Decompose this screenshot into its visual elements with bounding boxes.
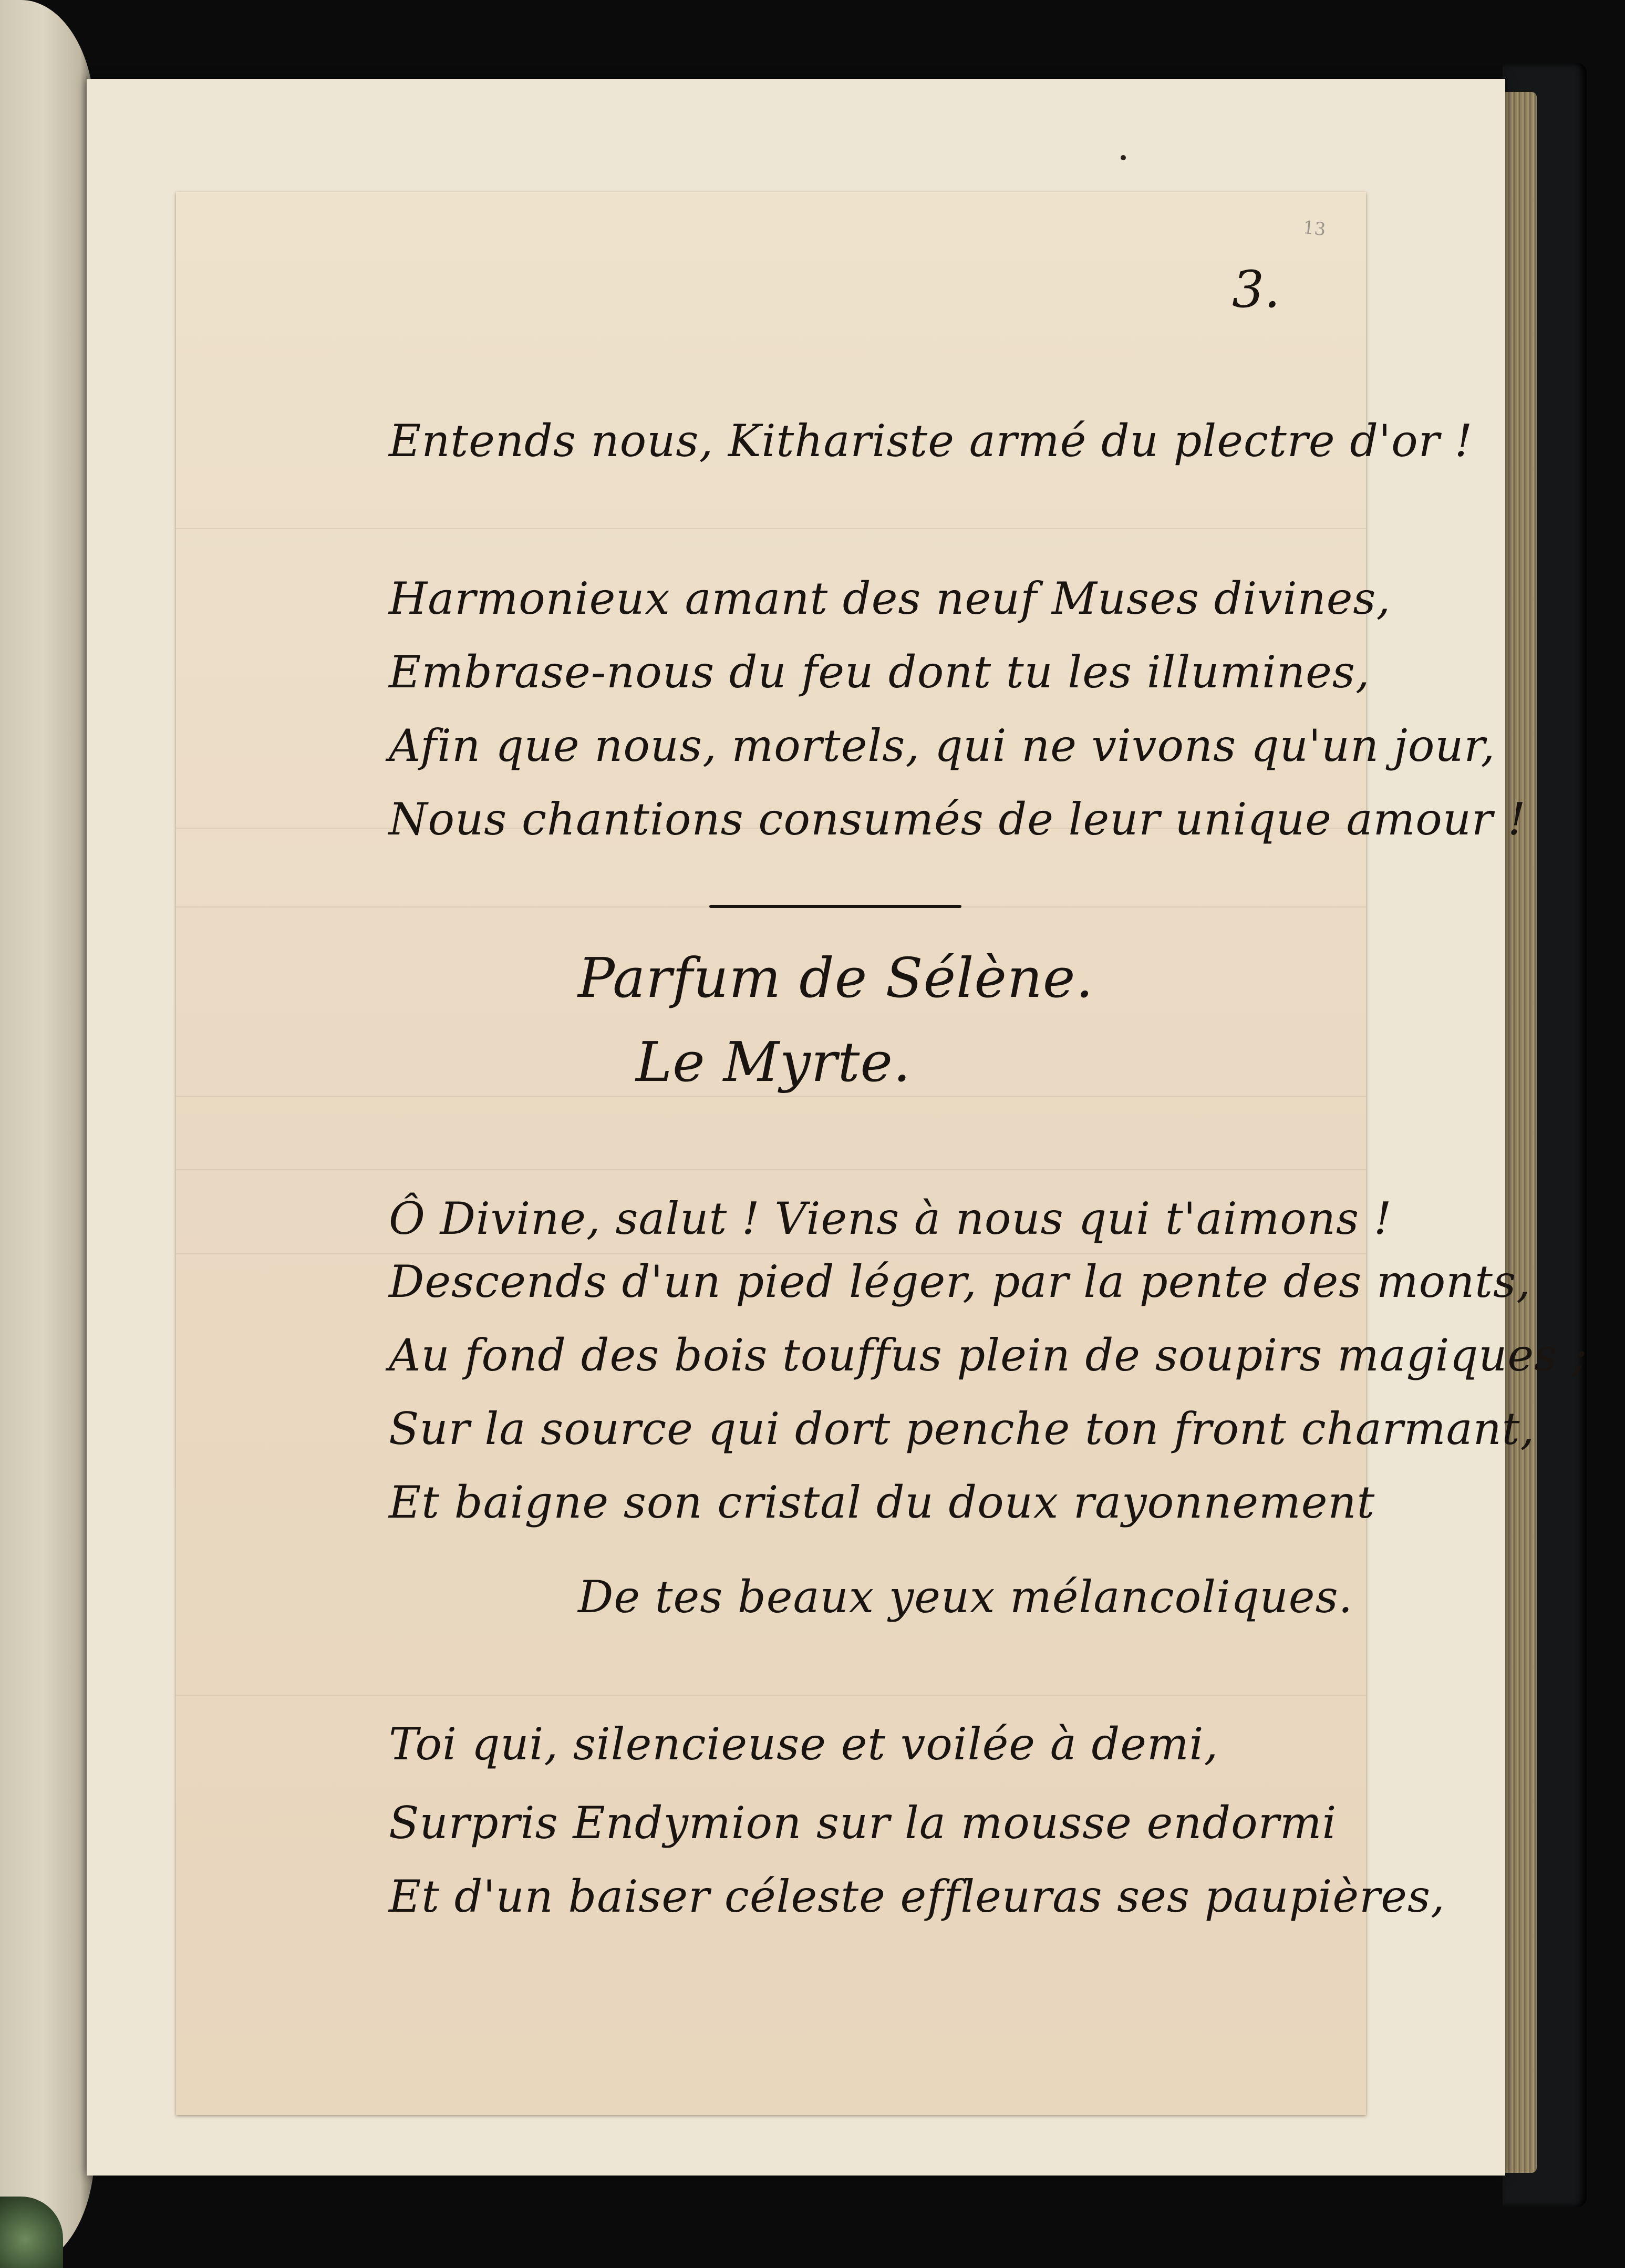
faint-ruling: [176, 1695, 1366, 1696]
verse-line: Descends d'un pied léger, par la pente des monts,: [389, 1256, 1531, 1307]
ink-speck: [1121, 155, 1126, 160]
verse-line: Nous chantions consumés de leur unique amour !: [389, 793, 1526, 845]
pencil-folio-number: 13: [1302, 217, 1327, 241]
verse-line: Harmonieux amant des neuf Muses divines,: [389, 573, 1391, 624]
verse-line: De tes beaux yeux mélancoliques.: [578, 1571, 1353, 1623]
verse-line: Ô Divine, salut ! Viens à nous qui t'aimons !: [389, 1193, 1392, 1244]
page-number: 3.: [1232, 260, 1280, 319]
verse-line: Toi qui, silencieuse et voilée à demi,: [389, 1718, 1219, 1770]
verse-line: Embrase-nous du feu dont tu les illumines,: [389, 646, 1370, 698]
section-divider: [709, 905, 961, 908]
faint-ruling: [176, 1096, 1366, 1097]
verse-line: Entends nous, Kithariste armé du plectre d'or !: [389, 415, 1473, 467]
verse-line: Afin que nous, mortels, qui ne vivons qu'un jour,: [389, 720, 1496, 771]
section-subtitle: Le Myrte.: [636, 1030, 912, 1094]
section-title: Parfum de Sélène.: [578, 946, 1094, 1010]
verse-line: Sur la source qui dort penche ton front charmant,: [389, 1403, 1535, 1455]
faint-ruling: [176, 528, 1366, 529]
verse-line: Et d'un baiser céleste effleuras ses paupières,: [389, 1871, 1445, 1922]
faint-ruling: [176, 1169, 1366, 1170]
faint-ruling: [176, 1253, 1366, 1254]
left-facing-page-edge: [0, 0, 95, 2268]
verse-line: Surpris Endymion sur la mousse endormi: [389, 1797, 1337, 1849]
verse-line: Et baigne son cristal du doux rayonnement: [389, 1477, 1375, 1528]
verse-line: Au fond des bois touffus plein de soupirs magiques ;: [389, 1329, 1588, 1381]
